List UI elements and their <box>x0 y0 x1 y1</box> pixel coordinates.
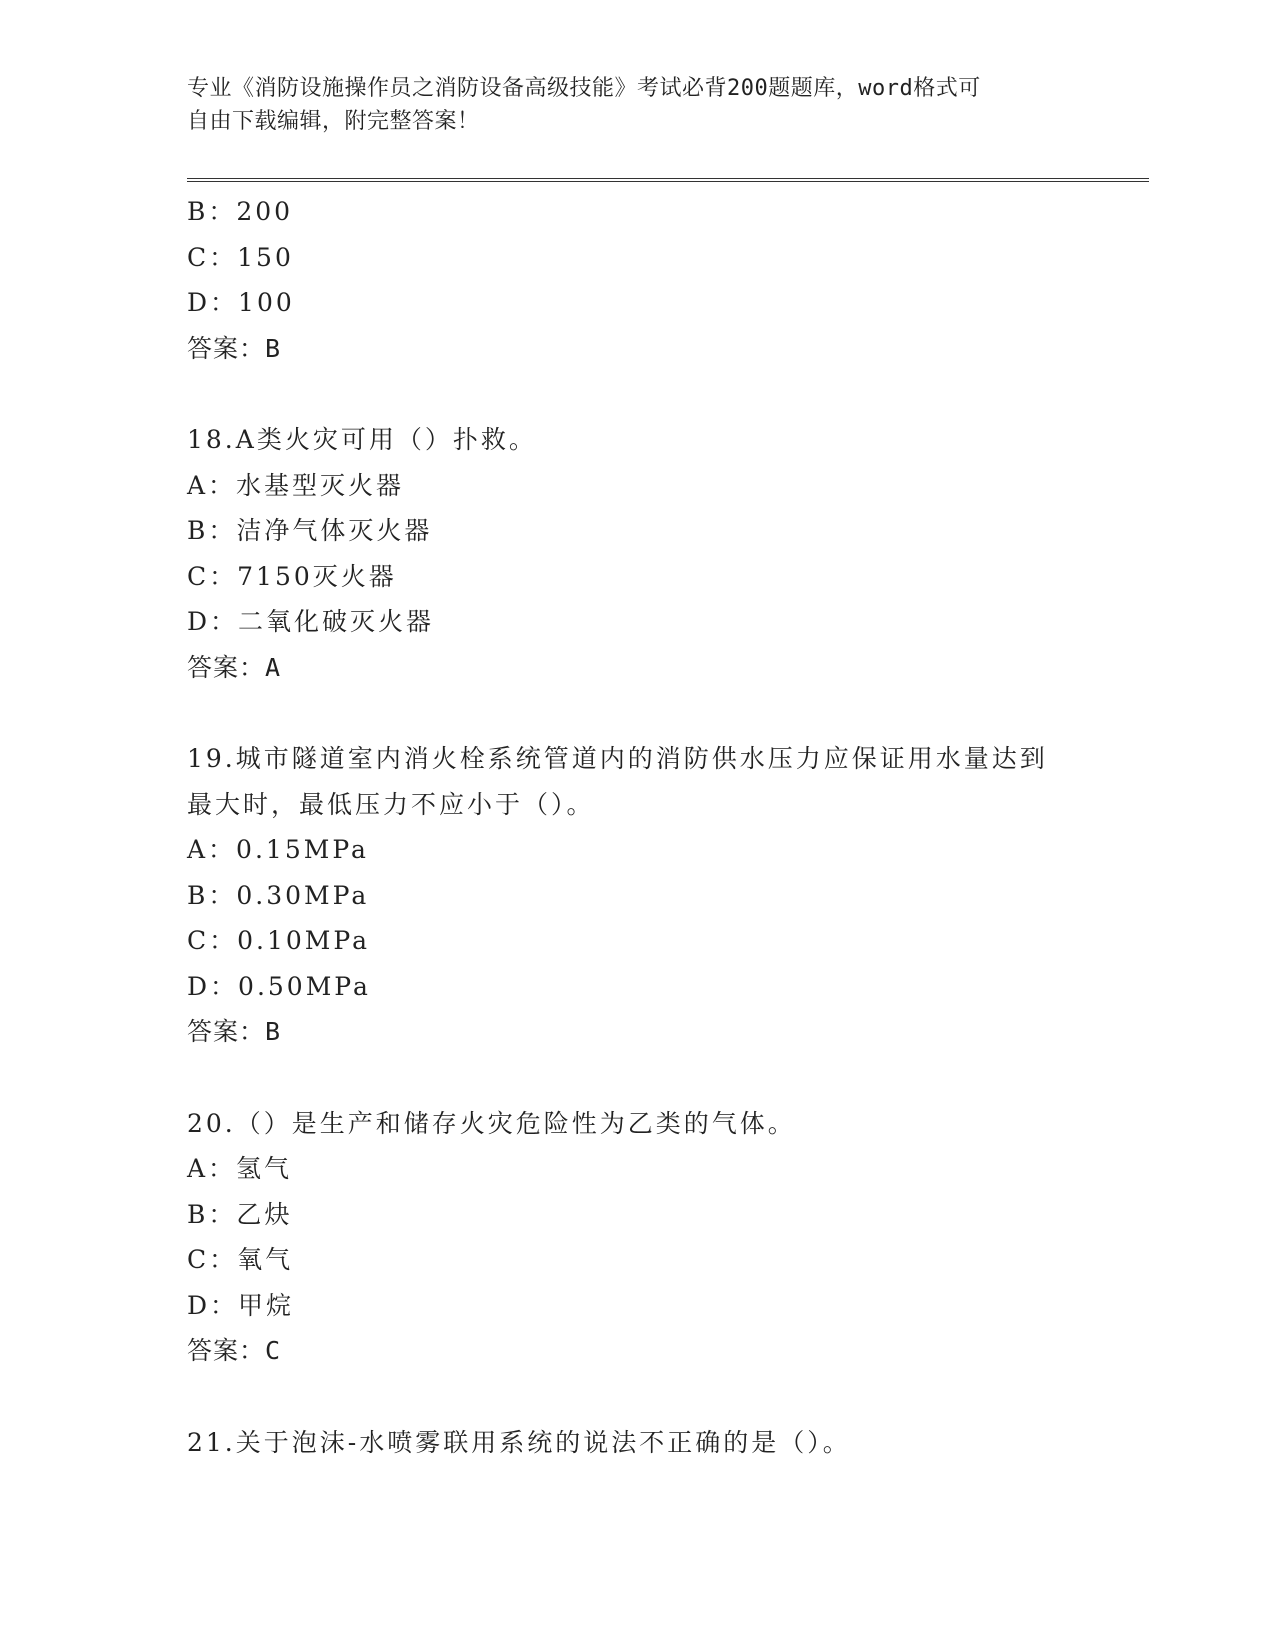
question-stem: 19.城市隧道室内消火栓系统管道内的消防供水压力应保证用水量达到 <box>187 744 1048 773</box>
option-b: B：0.30MPa <box>187 880 370 910</box>
option-d: D：100 <box>187 288 295 317</box>
answer-line: 答案：C <box>187 1336 282 1365</box>
answer-line: 答案：A <box>187 652 282 682</box>
header-line-1: 专业《消防设施操作员之消防设备高级技能》考试必背200题题库，word格式可 <box>187 76 981 101</box>
question-18 <box>187 417 1087 690</box>
option-d: D：二氧化破灭火器 <box>187 607 435 636</box>
question-stem-continued: 最大时，最低压力不应小于（）。 <box>187 789 595 819</box>
option-c: C：150 <box>187 242 294 272</box>
question-19 <box>187 736 1087 1055</box>
option-a: A：水基型灭火器 <box>187 470 405 500</box>
question-list <box>187 189 1087 1465</box>
option-b: B：200 <box>187 197 294 226</box>
question-stem: 20.（）是生产和储存火灾危险性为乙类的气体。 <box>187 1108 796 1138</box>
question-21 <box>187 1420 1087 1466</box>
option-d: D：0.50MPa <box>187 971 371 1001</box>
option-c: C：氧气 <box>187 1245 294 1274</box>
answer-line: 答案：B <box>187 333 282 363</box>
option-c: C：7150灭火器 <box>187 561 397 591</box>
option-b: B：洁净气体灭火器 <box>187 516 433 545</box>
document-header <box>187 72 1067 138</box>
option-a: A：氢气 <box>187 1154 293 1183</box>
option-d: D：甲烷 <box>187 1290 295 1320</box>
header-divider <box>187 178 1149 182</box>
question-20 <box>187 1101 1087 1374</box>
option-a: A：0.15MPa <box>187 835 369 864</box>
answer-line: 答案：B <box>187 1017 282 1046</box>
option-c: C：0.10MPa <box>187 926 370 955</box>
question-17-continued <box>187 189 1087 371</box>
header-line-2: 自由下载编辑，附完整答案！ <box>187 109 480 134</box>
option-b: B：乙炔 <box>187 1199 293 1229</box>
question-stem: 18.A类火灾可用（）扑救。 <box>187 425 537 454</box>
question-stem: 21.关于泡沫-水喷雾联用系统的说法不正确的是（）。 <box>187 1427 851 1457</box>
